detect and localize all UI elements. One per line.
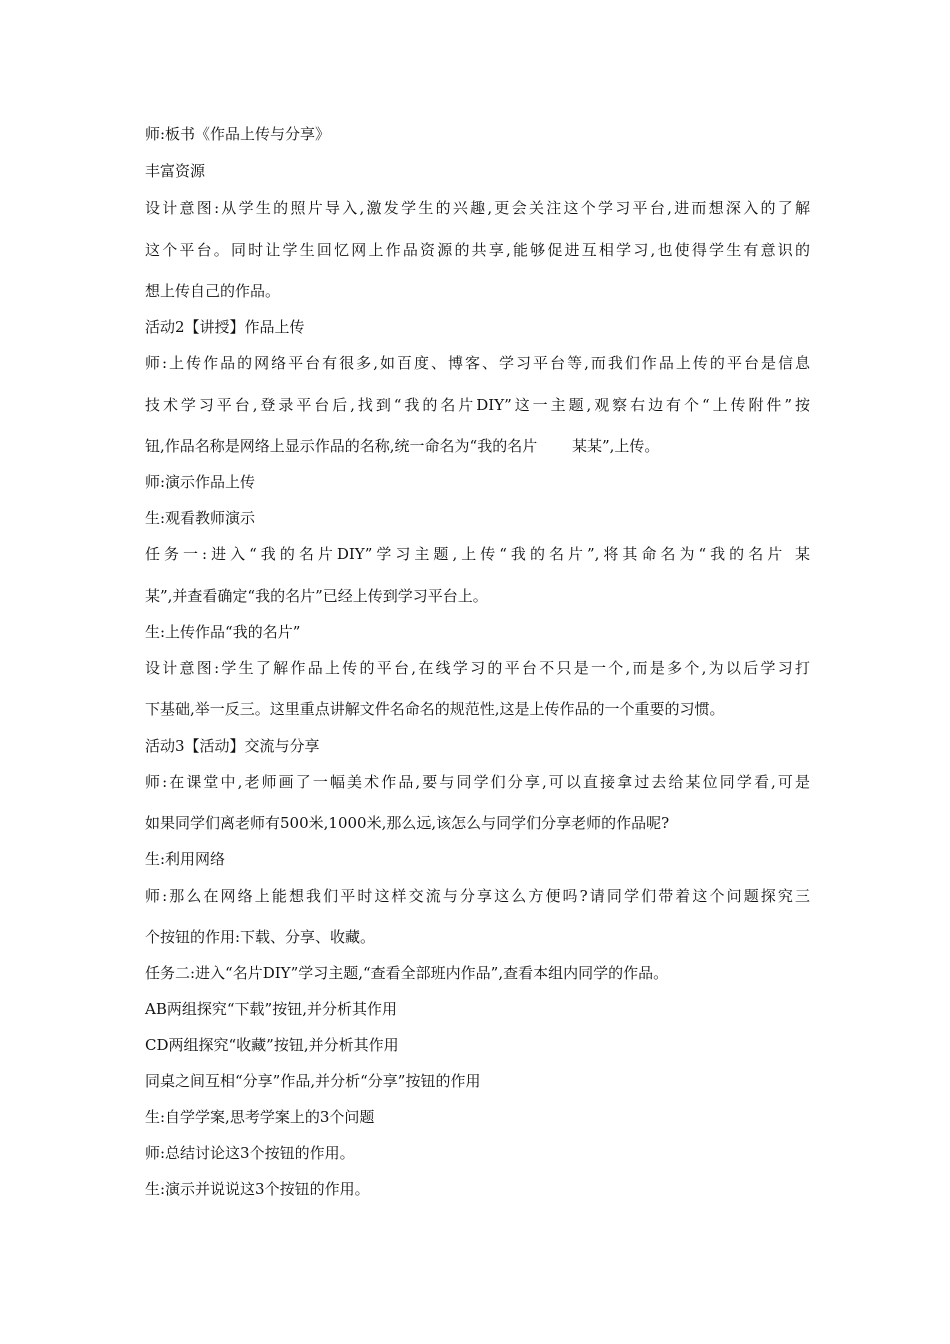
text-line: 如果同学们离老师有500米,1000米,那么远,该怎么与同学们分享老师的作品呢? [145, 814, 670, 832]
text-line: 生:利用网络 [145, 850, 226, 868]
text-line: 师:在课堂中,老师画了一幅美术作品,要与同学们分享,可以直接拿过去给某位同学看,可是 [145, 773, 810, 791]
section-heading: 活动2【讲授】作品上传 [145, 318, 305, 336]
text-line: 师:板书《作品上传与分享》 [145, 125, 331, 143]
text-line: 丰富资源 [145, 162, 206, 180]
section-heading: 活动3【活动】交流与分享 [145, 737, 320, 755]
text-line: 任务二:进入“名片DIY”学习主题,“查看全部班内作品”,查看本组内同学的作品。 [145, 964, 669, 982]
text-line: AB两组探究“下载”按钮,并分析其作用 [145, 1000, 397, 1018]
text-line: 生:自学学案,思考学案上的3个问题 [145, 1108, 375, 1126]
text-line: 钮,作品名称是网络上显示作品的名称,统一命名为“我的名片 某某”,上传。 [145, 437, 660, 455]
text-line: 这个平台。同时让学生回忆网上作品资源的共享,能够促进互相学习,也使得学生有意识的 [145, 241, 810, 259]
text-line: 师:那么在网络上能想我们平时这样交流与分享这么方便吗?请同学们带着这个问题探究三 [145, 887, 810, 905]
text-line: 生:演示并说说这3个按钮的作用。 [145, 1180, 370, 1198]
text-line: CD两组探究“收藏”按钮,并分析其作用 [145, 1036, 399, 1054]
text-line: 设计意图:学生了解作品上传的平台,在线学习的平台不只是一个,而是多个,为以后学习打 [145, 659, 810, 677]
text-line: 师:总结讨论这3个按钮的作用。 [145, 1144, 355, 1162]
text-line: 下基础,举一反三。这里重点讲解文件名命名的规范性,这是上传作品的一个重要的习惯。 [145, 700, 725, 718]
text-line: 生:观看教师演示 [145, 509, 256, 527]
text-line: 某”,并查看确定“我的名片”已经上传到学习平台上。 [145, 587, 488, 605]
text-line: 技术学习平台,登录平台后,找到“我的名片DIY”这一主题,观察右边有个“上传附件”按 [145, 396, 810, 414]
text-line: 师:上传作品的网络平台有很多,如百度、博客、学习平台等,而我们作品上传的平台是信息 [145, 354, 810, 372]
text-line: 设计意图:从学生的照片导入,激发学生的兴趣,更会关注这个学习平台,进而想深入的了解 [145, 199, 810, 217]
text-line: 师:演示作品上传 [145, 473, 256, 491]
text-line: 想上传自己的作品。 [145, 282, 281, 300]
text-line: 任务一:进入“我的名片DIY”学习主题,上传“我的名片”,将其命名为“我的名片 某 [145, 545, 810, 563]
text-line: 生:上传作品“我的名片” [145, 623, 301, 641]
text-line: 同桌之间互相“分享”作品,并分析“分享”按钮的作用 [145, 1072, 481, 1090]
text-line: 个按钮的作用:下载、分享、收藏。 [145, 928, 376, 946]
